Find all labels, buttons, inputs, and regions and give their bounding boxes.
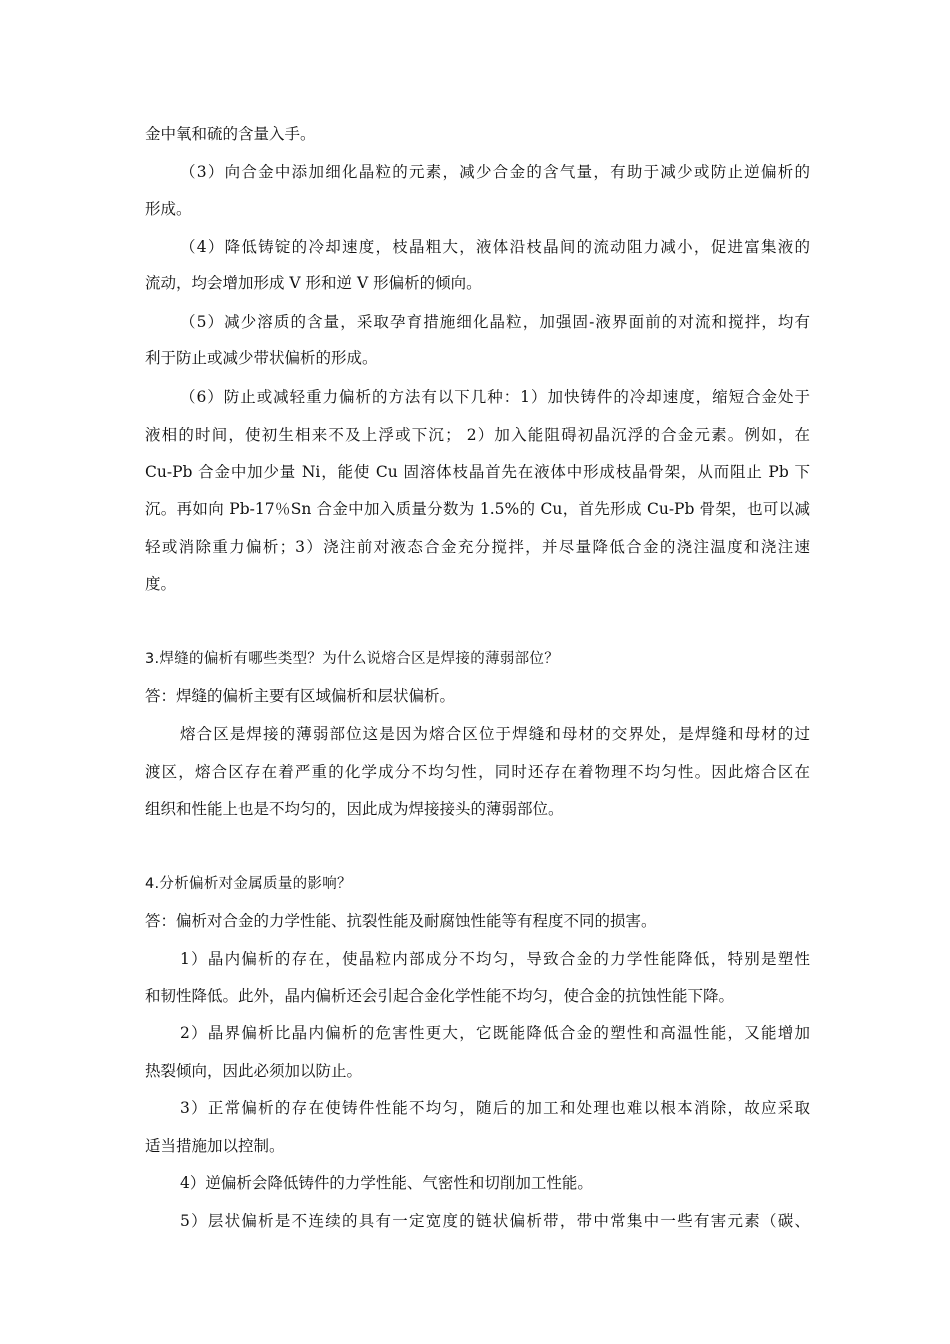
q4-point3-line1: 3）正常偏析的存在使铸件性能不均匀，随后的加工和处理也难以根本消除，故应采取: [180, 1099, 810, 1117]
item4-line2: 流动，均会增加形成 V 形和逆 V 形偏析的倾向。: [145, 274, 482, 292]
item5-line2: 利于防止或减少带状偏析的形成。: [145, 349, 378, 367]
question-3-para-line2: 渡区，熔合区存在着严重的化学成分不均匀性，同时还存在着物理不均匀性。因此熔合区在: [145, 763, 810, 781]
item6-line2: 液相的时间，使初生相来不及上浮或下沉； 2）加入能阻碍初晶沉浮的合金元素。例如，在: [145, 426, 810, 444]
q4-point1-line1: 1）晶内偏析的存在，使晶粒内部成分不均匀，导致合金的力学性能降低，特别是塑性: [180, 950, 810, 968]
item3-line2: 形成。: [145, 200, 192, 218]
question-4-heading: 4.分析偏析对金属质量的影响？: [145, 876, 352, 892]
intro-tail-line: 金中氧和硫的含量入手。: [145, 125, 316, 143]
item3-line1: （3）向合金中添加细化晶粒的元素，减少合金的含气量，有助于减少或防止逆偏析的: [180, 163, 810, 181]
item6-line4: 沉。再如向 Pb-17％Sn 合金中加入质量分数为 1.5%的 Cu，首先形成 Cu-Pb 骨架，也可以减: [145, 500, 810, 518]
q4-point2-line2: 热裂倾向，因此必须加以防止。: [145, 1062, 363, 1080]
question-3-para-line3: 组织和性能上也是不均匀的，因此成为焊接接头的薄弱部位。: [145, 800, 564, 818]
item6-line1: （6）防止或减轻重力偏析的方法有以下几种：1）加快铸件的冷却速度，缩短合金处于: [180, 388, 810, 406]
item6-line3: Cu-Pb 合金中加少量 Ni，能使 Cu 固溶体枝晶首先在液体中形成枝晶骨架，从而阻止 Pb 下: [145, 463, 810, 481]
item6-line6: 度。: [145, 575, 177, 593]
question-4-answer: 答：偏析对合金的力学性能、抗裂性能及耐腐蚀性能等有程度不同的损害。: [145, 912, 657, 930]
q4-point4-line1: 4）逆偏析会降低铸件的力学性能、气密性和切削加工性能。: [180, 1174, 593, 1192]
item5-line1: （5）减少溶质的含量，采取孕育措施细化晶粒，加强固-液界面前的对流和搅拌，均有: [180, 313, 810, 331]
question-3-para-line1: 熔合区是焊接的薄弱部位这是因为熔合区位于焊缝和母材的交界处，是焊缝和母材的过: [180, 725, 810, 743]
item6-line5: 轻或消除重力偏析；3）浇注前对液态合金充分搅拌，并尽量降低合金的浇注温度和浇注速: [145, 538, 810, 556]
q4-point5-line1: 5）层状偏析是不连续的具有一定宽度的链状偏析带，带中常集中一些有害元素（碳、: [180, 1212, 810, 1230]
q4-point3-line2: 适当措施加以控制。: [145, 1137, 285, 1155]
q4-point1-line2: 和韧性降低。此外，晶内偏析还会引起合金化学性能不均匀，使合金的抗蚀性能下降。: [145, 987, 735, 1005]
q4-point2-line1: 2）晶界偏析比晶内偏析的危害性更大，它既能降低合金的塑性和高温性能，又能增加: [180, 1024, 810, 1042]
question-3-answer: 答：焊缝的偏析主要有区域偏析和层状偏析。: [145, 687, 456, 705]
question-3-heading: 3.焊缝的偏析有哪些类型？为什么说熔合区是焊接的薄弱部位？: [145, 651, 560, 667]
item4-line1: （4）降低铸锭的冷却速度，枝晶粗大，液体沿枝晶间的流动阻力减小，促进富集液的: [180, 238, 810, 256]
